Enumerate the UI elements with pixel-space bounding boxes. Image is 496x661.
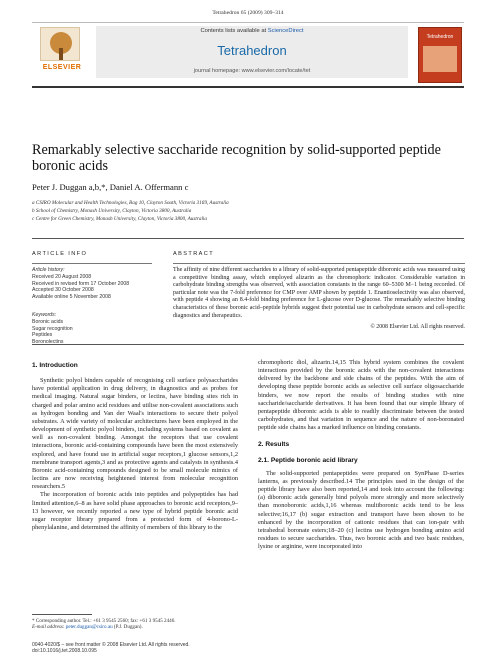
abstract-copyright: © 2008 Elsevier Ltd. All rights reserved. [370, 324, 465, 331]
cover-title: Tetrahedron [426, 34, 454, 40]
paragraph: Synthetic polyol binders capable of recognising cell surface polysaccharides have potential application in drug delivery, in diagnostics and as probes for medical imaging. Natural sugar binders, or lectins, have binding sites rich in charged and polar amino acid residues and utilise non-covalent associations such as hydrogen bonding and Van der Waal's interactions to secure their polyol substrates. A wide variety of molecular architectures have been employed in the development of synthetic polyol binders, including systems based on covalent as well as non-covalent binding. Amongst the receptors that use covalent interactions, boronic acid-containing compounds have been the most extensively explored, and have found use in artificial sugar receptors,1 glucose sensors,1,2 membrane transport agents,3 and as protective agents and catalysts in synthesis.4 Boronic acid-containing compounds designed to be small molecule mimics of lectins are now receiving heightened interest from molecular recognition researchers.5 [32, 377, 238, 491]
running-head: Tetrahedron 65 (2009) 309–314 [212, 10, 284, 16]
journal-cover [418, 27, 462, 83]
elsevier-logo [34, 27, 90, 79]
corresponding-author-footnote [32, 614, 238, 631]
keyword: Boronic acids [32, 318, 64, 325]
history-item: Accepted 30 October 2008 [32, 287, 94, 294]
email-link[interactable]: peter.duggan@csiro.au [65, 624, 113, 631]
masthead-band [96, 26, 408, 78]
cover-image [423, 46, 457, 72]
section-heading: 1. Introduction [32, 362, 78, 369]
paragraph: The incorporation of boronic acids into peptides and polypeptides has had limited attention,6–8 as have solid phase approaches to boronic acid receptors,9–13 however, we recently reported a new type of hybrid peptide boronic acid sugar receptor library prepared from a protected form of 4-borono-L-phenylalanine, and determined the affinity of members of this library to the [32, 491, 238, 531]
history-item: Received 20 August 2008 [32, 273, 92, 280]
body-left-column [32, 362, 238, 532]
history-label: Article history: [32, 267, 65, 273]
publisher-name: ELSEVIER [42, 64, 82, 71]
authors: Peter J. Duggan a,b,*, Daniel A. Offermann c [32, 182, 189, 192]
tree-icon [40, 27, 80, 61]
paragraph: chromophoric diol, alizarin.14,15 This hybrid system combines the covalent interactions provided by the boronic acids with the non-covalent interactions delivered by the backbone and side chains of the peptides. With the aim of developing these peptide boronic acids as selective cell surface oligosaccharide binders, we now report the results of binding studies with nine saccharide/saccharide derivatives. It has been found that our simple library of pentapeptide diboronic acids is able to readily discriminate between the tested carbohydrates, and that variation in sequence and the nature of non-boronated peptide side chains has a marked influence on binding constants. [258, 359, 464, 432]
section-heading: 2. Results [258, 441, 290, 449]
journal-homepage-link[interactable]: journal homepage: www.elsevier.com/locate/tet [193, 68, 311, 74]
abstract-divider [32, 344, 464, 345]
article-title: Remarkably selective saccharide recognition by solid-supported peptide boronic acids [32, 142, 441, 174]
article-info-heading: ARTICLE INFO [32, 251, 88, 257]
email-label: E-mail address: [32, 624, 66, 631]
footnote-contact: * Corresponding author. Tel.: +61 3 9545 2560; fax: +61 3 9545 2446. [32, 618, 176, 624]
keywords-label: Keywords: [32, 311, 57, 318]
author-list [32, 182, 188, 192]
front-matter-info [32, 642, 252, 654]
email-suffix: (P.J. Duggan). [112, 624, 143, 631]
keyword: Sugar recognition [32, 325, 73, 332]
front-matter-line: 0040-4020/$ – see front matter © 2008 Elsevier Ltd. All rights reserved. [32, 642, 190, 648]
paragraph: The solid-supported pentapeptides were prepared on SynPhase D-series lanterns, as previously described.14 The principles used in the design of the peptide library have also been reported,14 and took into account the following: (a) diboronic acids generally bind polyols more strongly and more selectively than monoboronic acids,1,16 whereas multiboronic acids tend to be less selective;16,17 (b) sugar extraction and transport have been shown to be enhanced by the incorporation of cationic residues that can ion-pair with tetrahedral boronate esters;18–20 (c) lectins use hydrogen bonding amino acid residues to secure saccharides. Thus, two boronic acids and two basic residues, lysine or arginine, were incorporated into [258, 469, 464, 551]
abstract-heading: ABSTRACT [173, 251, 215, 257]
subsection-heading: 2.1. Peptide boronic acid library [258, 456, 358, 464]
affiliations [32, 199, 462, 224]
journal-title: Tetrahedron [217, 43, 287, 58]
contents-line [96, 28, 408, 34]
affiliation-b: b School of Chemistry, Monash University, Clayton, Victoria 3800, Australia [32, 208, 192, 215]
article-info [32, 251, 152, 346]
affiliation-c: c Centre for Green Chemistry, Monash University, Clayton, Victoria 3800, Australia [32, 216, 207, 223]
keyword: Peptides [32, 332, 53, 339]
body-right-column [258, 359, 464, 551]
sciencedirect-link[interactable]: ScienceDirect [267, 28, 304, 34]
doi[interactable]: doi:10.1016/j.tet.2008.10.095 [32, 648, 97, 655]
contents-prefix: Contents lists available at [200, 28, 268, 34]
journal-masthead [32, 22, 464, 88]
history-item: Available online 5 November 2008 [32, 294, 111, 301]
abstract [173, 251, 465, 330]
keyword: Boronolectins [32, 339, 64, 346]
header-divider [32, 238, 464, 239]
affiliation-a: a CSIRO Molecular and Health Technologies, Bag 10, Clayton South, Victoria 3169, Australia [32, 200, 229, 206]
abstract-text: The affinity of nine different saccharides to a library of solid-supported pentapeptide diboronic acids was measured using a competitive binding assay, which employed alizarin as the chromophoric indicator. Considerable variation in carbohydrate binding strengths was observed, with association constants in the range 60–5300 M−1 being recorded. Of particular note was the 7-fold preference for CMP over AMP shown by peptide 1. Enantioselectivity was also observed, with peptide 4 showing an 8.4-fold binding preference for L-glucose over D-glucose. The remarkably selective binding characteristics of these boronic acid–peptide hybrids suggest their potential use in carbohydrate sensors and cell-specific diagnostics and therapeutics. [173, 267, 465, 319]
history-item: Received in revised form 17 October 2008 [32, 280, 130, 287]
